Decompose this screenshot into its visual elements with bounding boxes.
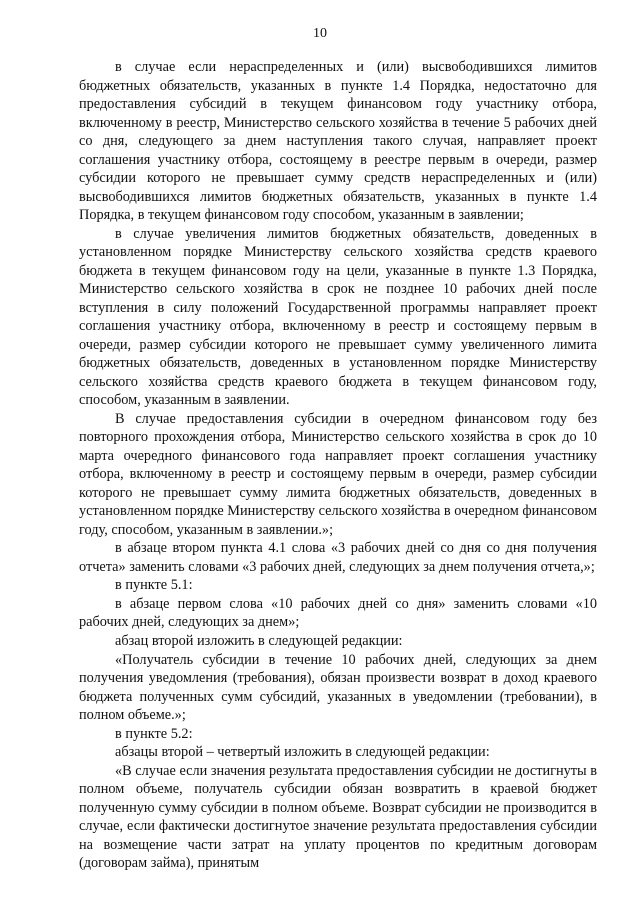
document-body bbox=[79, 58, 597, 873]
paragraph-clause-5-1-second-text: «Получатель субсидии в течение 10 рабочих дней, следующих за днем получения уведомления (требования), обязан произвести возврат в доход краевого бюджета полученных сумм субсидий, указанных в уведомлении (требовании), в полном объеме.»; bbox=[79, 651, 597, 724]
paragraph-clause-5-1-first: в абзаце первом слова «10 рабочих дней со дня» заменить словами «10 рабочих дней, следующих за днем»; bbox=[79, 595, 597, 631]
paragraph-clause-5-2-text: «В случае если значения результата предоставления субсидии не достигнуты в полном объеме, получатель субсидии обязан возвратить в краевой бюджет полученную сумму субсидии в полном объеме. Возврат субсидии не производится в случае, если фактически достигнутое значение результата предоставления субсидии на возмещение части затрат на уплату процентов по кредитным договорам (договорам займа), принятым bbox=[79, 762, 597, 872]
page-number: 10 bbox=[313, 26, 327, 41]
paragraph-limits-insufficient: в случае если нераспределенных и (или) высвободившихся лимитов бюджетных обязательств, указанных в пункте 1.4 Порядка, недостаточно для предоставления субсидий в текущем финансовом году участнику отбора, включенному в реестр, Министерство сельского хозяйства в течение 5 рабочих дней со дня, следующего за днем наступления такого случая, направляет проект соглашения участнику отбора, состоящему в реестре первым в очереди, размер субсидии которого не превышает сумму средств нераспределенных и (или) высвободившихся лимитов бюджетных обязательств, указанных в пункте 1.4 Порядка, в текущем финансовом году способом, указанным в заявлении; bbox=[79, 59, 597, 224]
paragraph-limits-increase: в случае увеличения лимитов бюджетных обязательств, доведенных в установленном порядке Министерству сельского хозяйства средств краевого бюджета в текущем финансовом году на цели, указанные в пункте 1.3 Порядка, Министерство сельского хозяйства в срок не позднее 10 рабочих дней после вступления в силу положений Государственной программы направляет проект соглашения участнику отбора, включенному в реестр и состоящему первым в очереди, размер субсидии которого не превышает сумму увеличенного лимита бюджетных обязательств, доведенных в установленном порядке Министерству сельского хозяйства средств краевого бюджета в текущем финансовом году, способом, указанным в заявлении. bbox=[79, 225, 597, 409]
paragraph-clause-5-1-second-intro: абзац второй изложить в следующей редакции: bbox=[115, 632, 403, 649]
paragraph-clause-5-1-heading: в пункте 5.1: bbox=[115, 577, 193, 594]
paragraph-clause-5-2-intro: абзацы второй – четвертый изложить в следующей редакции: bbox=[115, 744, 490, 761]
paragraph-clause-5-2-heading: в пункте 5.2: bbox=[115, 725, 193, 742]
paragraph-next-financial-year: В случае предоставления субсидии в очередном финансовом году без повторного прохождения отбора, Министерство сельского хозяйства в срок до 10 марта очередного финансового года направляет проект соглашения участнику отбора, включенному в реестр и состоящему первым в очереди, размер субсидии которого не превышает сумму лимита бюджетных обязательств, доведенных в установленном порядке Министерству сельского хозяйства в очередном финансовом году, способом, указанным в заявлении.»; bbox=[79, 410, 597, 538]
paragraph-clause-4-1: в абзаце втором пункта 4.1 слова «3 рабочих дней со дня со дня получения отчета» заменить словами «3 рабочих дней, следующих за днем получения отчета,»; bbox=[79, 540, 597, 575]
